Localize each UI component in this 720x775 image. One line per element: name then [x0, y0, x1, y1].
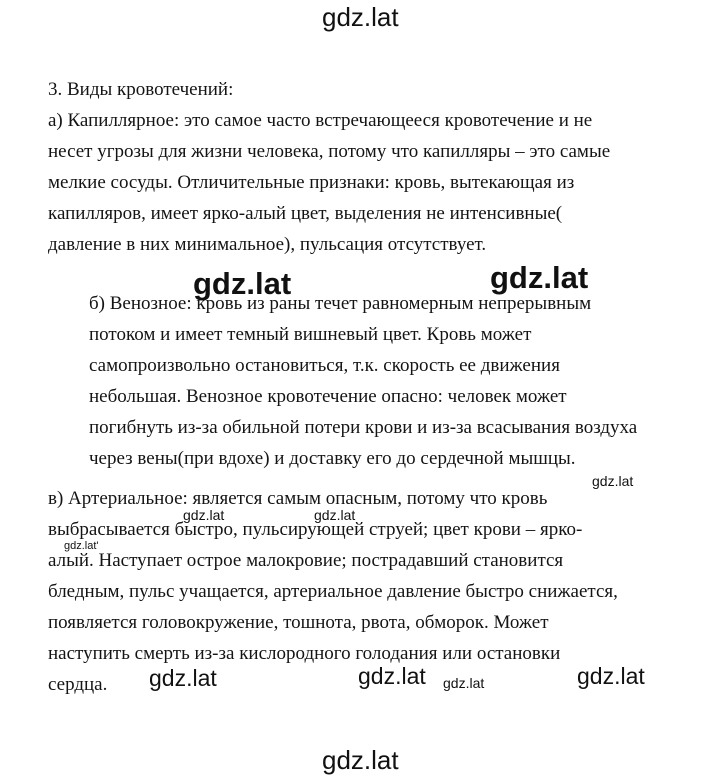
arterial-line-6: наступить смерть из-за кислородного голодания или остановки — [48, 643, 561, 664]
venous-line-4: небольшая. Венозное кровотечение опасно: человек может — [89, 386, 567, 407]
watermark-mid-right: gdz.lat — [577, 663, 645, 689]
arterial-line-2: выбрасывается быстро, пульсирующей струей; цвет крови – ярко- — [48, 519, 583, 540]
capillary-line-1: а) Капиллярное: это самое часто встречающееся кровотечение и не — [48, 110, 593, 131]
capillary-line-2: несет угрозы для жизни человека, потому что капилляры – это самые — [48, 141, 611, 162]
venous-line-5: погибнуть из-за обильной потери крови и из-за всасывания воздуха — [89, 417, 638, 438]
watermark-small-left: gdz.lat — [183, 507, 225, 523]
venous-line-3: самопроизвольно остановиться, т.к. скорость ее движения — [89, 355, 560, 376]
watermark-header: gdz.lat — [322, 2, 399, 32]
arterial-line-5: появляется головокружение, тошнота, рвота, обморок. Может — [48, 612, 549, 633]
section-heading: 3. Виды кровотечений: — [48, 79, 234, 100]
watermark-small-right: gdz.lat — [592, 473, 634, 489]
watermark-mid-left: gdz.lat — [149, 665, 217, 691]
watermark-large-right: gdz.lat — [490, 260, 589, 295]
watermark-mid-center: gdz.lat — [358, 663, 426, 689]
watermark-small-bottom: gdz.lat — [443, 675, 485, 691]
watermark-footer: gdz.lat — [322, 745, 399, 775]
arterial-line-7: сердца. — [48, 674, 108, 695]
watermark-large-left: gdz.lat — [193, 266, 292, 301]
capillary-line-4: капилляров, имеет ярко-алый цвет, выделения не интенсивные( — [48, 203, 563, 224]
venous-line-2: потоком и имеет темный вишневый цвет. Кровь может — [89, 324, 532, 345]
capillary-line-3: мелкие сосуды. Отличительные признаки: кровь, вытекающая из — [48, 172, 575, 193]
venous-line-6: через вены(при вдохе) и доставку его до сердечной мышцы. — [89, 448, 576, 469]
arterial-line-4: бледным, пульс учащается, артериальное давление быстро снижается, — [48, 581, 618, 602]
arterial-line-3: алый. Наступает острое малокровие; пострадавший становится — [48, 550, 564, 571]
arterial-line-1: в) Артериальное: является самым опасным, потому что кровь — [48, 488, 548, 509]
capillary-line-5: давление в них минимальное), пульсация отсутствует. — [48, 234, 487, 255]
watermark-small-center: gdz.lat — [314, 507, 356, 523]
venous-line-1: б) Венозное: кровь из раны течет равномерным непрерывным — [89, 293, 592, 314]
watermark-tiny: gdz.lat' — [64, 540, 99, 552]
